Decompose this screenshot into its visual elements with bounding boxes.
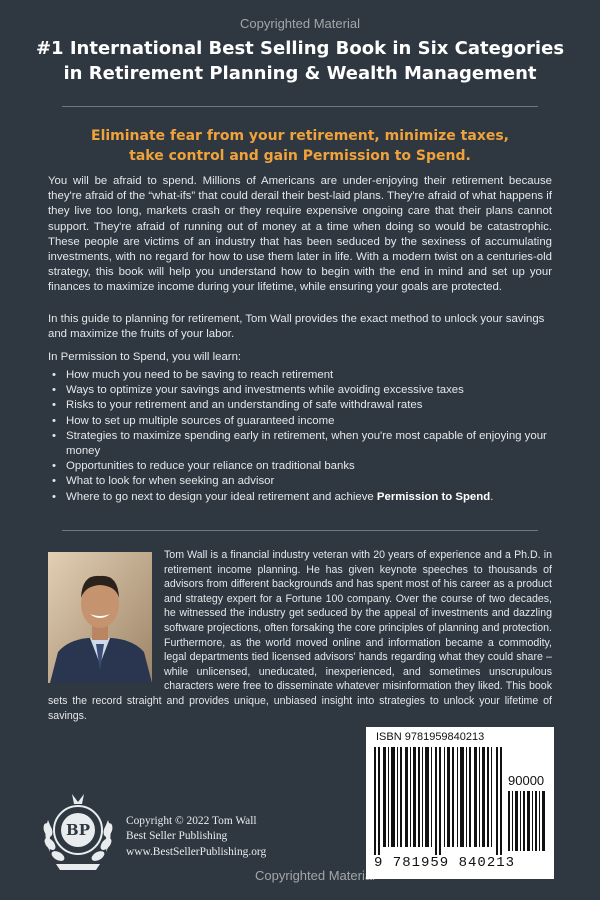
copyright-block (126, 814, 266, 860)
intro-paragraph: You will be afraid to spend. Millions of Americans are under-enjoying their retirement because they're afraid of the “what-ifs” that could derail their best-laid plans. They're afraid of what happens if they live too long, markets crash or they require expensive ongoing care that their plans cannot support. They're afraid of running out of money at a time when doing so would be catastrophic. These people are victims of an industry that has been seduced by the sexiness of accumulating investments, with no regard for how to use them later in life. With a modern twist on a centuries-old strategy, this book will help you understand how to begin with the end in mind and set up your finances to maximize income during your lifetime, while ensuring your goals are protected. (48, 175, 552, 294)
copyright-line: Copyright © 2022 Tom Wall (126, 815, 257, 827)
publisher-logo (36, 790, 120, 874)
barcode-label (366, 727, 554, 879)
publisher-name: Best Seller Publishing (126, 830, 228, 843)
list-item (48, 490, 558, 505)
list-item-bold: Permission to Spend (376, 490, 491, 503)
divider-top (62, 106, 538, 107)
divider-middle (62, 530, 538, 531)
list-item: • What to look for when seeking an advisor (48, 474, 558, 489)
barcode-main (374, 747, 502, 855)
tagline (30, 126, 570, 166)
isbn-number: 9 781959 840213 (374, 855, 516, 871)
publisher-url[interactable]: www.BestSellerPublishing.org (126, 845, 267, 858)
watermark-bottom: Copyrighted Material (255, 868, 375, 883)
list-item: • Opportunities to reduce your reliance on traditional banks (48, 459, 558, 474)
list-item-text: Where to go next to design your ideal retirement and achieve (66, 490, 377, 503)
learn-intro: In Permission to Spend, you will learn: (48, 351, 242, 363)
barcode-addon (508, 791, 546, 851)
author-bio-text: Tom Wall is a financial industry veteran with 20 years of experience and a Ph.D. in retirement income planning. He has given keynote speeches to thousands of advisors from different backgrounds and has spent most of his career as a product and strategy expert for a Fortune 100 company. Over the course of two decades, he witnessed the industry get seduced by the appeal of investments and dazzling software projections, often forsaking the core principles of planning and protection. Furthermore, as the world moved online and information became a commodity, legal departments tied licensed advisors' hands regarding what they could share – while unlicensed, uneducated, inexperienced, and sometimes unscrupulous characters were free to disseminate whatever misinformation they liked. This book sets the record straight and provides unique, unbiased insight into strategies to unlock your lifetime of savings. (48, 549, 552, 722)
list-item: • Ways to optimize your savings and investments while avoiding excessive taxes (48, 383, 558, 398)
author-photo (48, 552, 152, 683)
learn-list (48, 368, 558, 505)
tagline-line-1: Eliminate fear from your retirement, minimize taxes, (91, 128, 509, 144)
list-item: • How much you need to be saving to reach retirement (48, 368, 558, 383)
headline-line-2: in Retirement Planning & Wealth Management (63, 63, 537, 84)
list-item: • Strategies to maximize spending early in retirement, when you're most capable of enjoying your money (48, 429, 558, 459)
list-item: • Risks to your retirement and an understanding of safe withdrawal rates (48, 398, 558, 413)
guide-paragraph: In this guide to planning for retirement, Tom Wall provides the exact method to unlock your savings and maximize the fruits of your labor. (48, 313, 545, 341)
watermark-top: Copyrighted Material (240, 16, 360, 31)
headline (20, 36, 580, 86)
isbn-text: ISBN 9781959840213 (376, 731, 485, 743)
svg-text:BP: BP (66, 821, 90, 839)
headline-line-1: #1 International Best Selling Book in Six Categories (35, 38, 565, 59)
list-item: • How to set up multiple sources of guaranteed income (48, 414, 558, 429)
tagline-line-2: take control and gain Permission to Spend. (129, 148, 471, 164)
list-item-end: . (490, 490, 494, 503)
price-code: 90000 (508, 773, 545, 788)
